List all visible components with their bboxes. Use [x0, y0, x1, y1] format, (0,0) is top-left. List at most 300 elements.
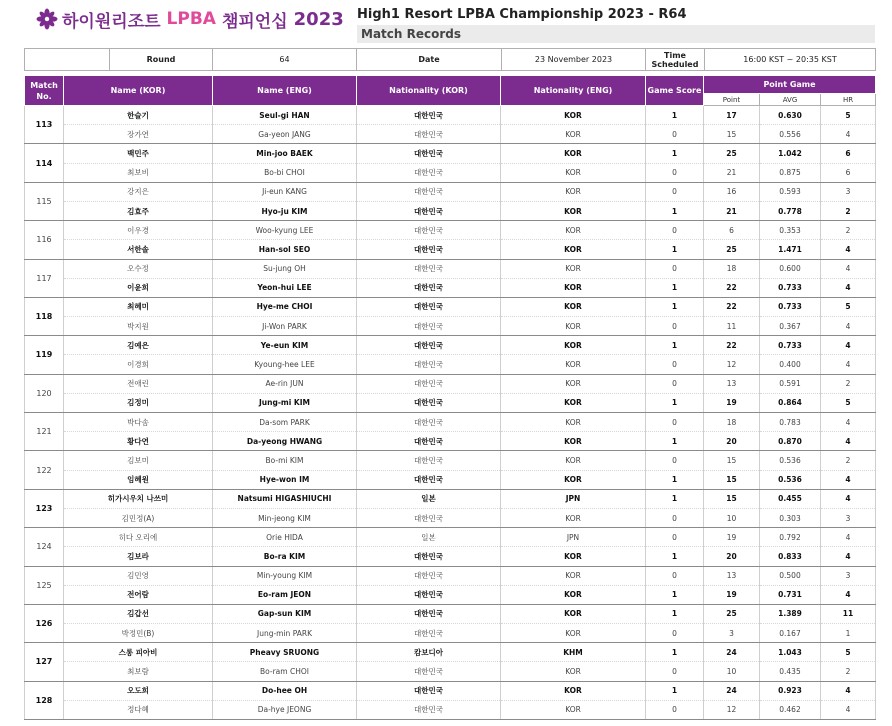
player-nationality-kor: 대한민국 [357, 317, 501, 336]
player-name-eng: Natsumi HIGASHIUCHI [213, 489, 357, 508]
player-point: 13 [704, 566, 760, 585]
player-name-eng: Da-som PARK [213, 413, 357, 432]
player-nationality-eng: KOR [501, 432, 646, 451]
player-name-eng: Ji-Won PARK [213, 317, 357, 336]
player-high-run: 4 [821, 489, 876, 508]
player-nationality-eng: KOR [501, 317, 646, 336]
table-row [25, 624, 876, 643]
player-average: 0.923 [760, 681, 821, 700]
player-game-score: 1 [646, 470, 704, 489]
player-nationality-eng: KOR [501, 125, 646, 144]
player-name-eng: Da-hye JEONG [213, 700, 357, 719]
player-high-run: 3 [821, 508, 876, 527]
player-nationality-kor: 캄보디아 [357, 643, 501, 662]
table-row [25, 470, 876, 489]
player-name-kor: 최보비 [64, 163, 213, 182]
player-nationality-eng: KOR [501, 336, 646, 355]
player-nationality-kor: 대한민국 [357, 470, 501, 489]
player-high-run: 4 [821, 413, 876, 432]
player-average: 0.591 [760, 374, 821, 393]
table-row [25, 528, 876, 547]
table-row [25, 317, 876, 336]
player-nationality-kor: 대한민국 [357, 547, 501, 566]
player-nationality-kor: 대한민국 [357, 413, 501, 432]
player-nationality-eng: KOR [501, 585, 646, 604]
col-header-hr: HR [821, 94, 876, 106]
player-name-kor: 임혜원 [64, 470, 213, 489]
player-point: 12 [704, 355, 760, 374]
player-average: 0.870 [760, 432, 821, 451]
player-game-score: 0 [646, 355, 704, 374]
player-nationality-eng: KOR [501, 662, 646, 681]
player-nationality-eng: KOR [501, 393, 646, 412]
table-row [25, 413, 876, 432]
player-name-eng: Hyo-ju KIM [213, 201, 357, 220]
player-game-score: 0 [646, 374, 704, 393]
player-average: 0.435 [760, 662, 821, 681]
player-high-run: 2 [821, 451, 876, 470]
player-point: 20 [704, 547, 760, 566]
player-name-kor: 히가시우치 나쓰미 [64, 489, 213, 508]
table-row [25, 585, 876, 604]
player-nationality-kor: 대한민국 [357, 278, 501, 297]
player-game-score: 1 [646, 240, 704, 259]
player-game-score: 1 [646, 604, 704, 623]
player-game-score: 1 [646, 144, 704, 163]
table-row [25, 604, 876, 623]
player-game-score: 1 [646, 297, 704, 316]
match-number: 125 [25, 566, 64, 604]
player-name-kor: 김민정(A) [64, 508, 213, 527]
player-average: 0.367 [760, 317, 821, 336]
table-row [25, 125, 876, 144]
player-high-run: 4 [821, 336, 876, 355]
page-title: High1 Resort LPBA Championship 2023 - R64 [357, 7, 687, 22]
match-number: 124 [25, 528, 64, 566]
player-point: 25 [704, 240, 760, 259]
player-high-run: 4 [821, 125, 876, 144]
player-nationality-kor: 대한민국 [357, 432, 501, 451]
player-game-score: 0 [646, 125, 704, 144]
player-point: 18 [704, 259, 760, 278]
player-nationality-eng: KOR [501, 240, 646, 259]
player-average: 0.400 [760, 355, 821, 374]
player-name-kor: 황다연 [64, 432, 213, 451]
player-nationality-kor: 대한민국 [357, 662, 501, 681]
player-nationality-kor: 대한민국 [357, 681, 501, 700]
player-name-eng: Orie HIDA [213, 528, 357, 547]
date-label: Date [357, 49, 502, 71]
player-average: 0.778 [760, 201, 821, 220]
player-nationality-eng: KOR [501, 259, 646, 278]
player-game-score: 1 [646, 393, 704, 412]
player-game-score: 1 [646, 547, 704, 566]
player-high-run: 11 [821, 604, 876, 623]
player-point: 19 [704, 393, 760, 412]
player-name-kor: 히다 오리에 [64, 528, 213, 547]
player-average: 0.875 [760, 163, 821, 182]
player-average: 0.536 [760, 451, 821, 470]
player-nationality-kor: 대한민국 [357, 566, 501, 585]
player-average: 0.783 [760, 413, 821, 432]
player-nationality-kor: 대한민국 [357, 374, 501, 393]
match-records-body [25, 106, 876, 720]
player-nationality-kor: 대한민국 [357, 163, 501, 182]
player-game-score: 0 [646, 259, 704, 278]
player-name-kor: 전애린 [64, 374, 213, 393]
player-high-run: 6 [821, 144, 876, 163]
table-row [25, 432, 876, 451]
player-point: 13 [704, 374, 760, 393]
player-high-run: 3 [821, 182, 876, 201]
player-point: 17 [704, 106, 760, 125]
player-point: 15 [704, 470, 760, 489]
player-high-run: 4 [821, 278, 876, 297]
player-high-run: 4 [821, 470, 876, 489]
player-point: 19 [704, 585, 760, 604]
player-name-kor: 서한솔 [64, 240, 213, 259]
player-name-eng: Ae-rin JUN [213, 374, 357, 393]
player-name-eng: Hye-won IM [213, 470, 357, 489]
player-nationality-kor: 대한민국 [357, 221, 501, 240]
player-average: 0.600 [760, 259, 821, 278]
player-game-score: 0 [646, 221, 704, 240]
player-name-kor: 김보라 [64, 547, 213, 566]
player-nationality-kor: 대한민국 [357, 297, 501, 316]
table-row [25, 163, 876, 182]
player-point: 16 [704, 182, 760, 201]
player-point: 10 [704, 508, 760, 527]
player-nationality-eng: KOR [501, 470, 646, 489]
table-row [25, 374, 876, 393]
table-row [25, 240, 876, 259]
player-point: 21 [704, 163, 760, 182]
round-info-table [24, 48, 876, 71]
player-nationality-eng: JPN [501, 528, 646, 547]
player-game-score: 0 [646, 508, 704, 527]
event-logo [36, 6, 344, 32]
player-name-kor: 김정미 [64, 393, 213, 412]
player-nationality-kor: 대한민국 [357, 451, 501, 470]
info-blank-cell [25, 49, 110, 71]
player-point: 25 [704, 144, 760, 163]
player-name-kor: 김갑선 [64, 604, 213, 623]
player-high-run: 4 [821, 528, 876, 547]
player-name-kor: 한슬기 [64, 106, 213, 125]
match-number: 119 [25, 336, 64, 374]
player-name-kor: 전어람 [64, 585, 213, 604]
table-row [25, 144, 876, 163]
player-name-eng: Min-joo BAEK [213, 144, 357, 163]
table-row [25, 259, 876, 278]
match-number: 118 [25, 297, 64, 335]
player-name-kor: 이우경 [64, 221, 213, 240]
col-header-avg: AVG [760, 94, 821, 106]
player-high-run: 2 [821, 201, 876, 220]
match-number: 120 [25, 374, 64, 412]
player-nationality-kor: 대한민국 [357, 624, 501, 643]
player-point: 20 [704, 432, 760, 451]
player-high-run: 4 [821, 240, 876, 259]
player-name-kor: 박지원 [64, 317, 213, 336]
player-game-score: 0 [646, 624, 704, 643]
player-name-kor: 장가연 [64, 125, 213, 144]
player-high-run: 2 [821, 662, 876, 681]
player-nationality-eng: KOR [501, 355, 646, 374]
match-number: 123 [25, 489, 64, 527]
time-label: Time Scheduled [646, 49, 705, 71]
player-name-eng: Han-sol SEO [213, 240, 357, 259]
player-name-eng: Ye-eun KIM [213, 336, 357, 355]
player-nationality-kor: 일본 [357, 528, 501, 547]
player-point: 3 [704, 624, 760, 643]
player-average: 0.630 [760, 106, 821, 125]
player-name-kor: 김효주 [64, 201, 213, 220]
player-game-score: 1 [646, 336, 704, 355]
player-average: 0.536 [760, 470, 821, 489]
player-name-eng: Bo-ram CHOI [213, 662, 357, 681]
player-name-eng: Min-young KIM [213, 566, 357, 585]
player-nationality-eng: JPN [501, 489, 646, 508]
player-name-kor: 최보람 [64, 662, 213, 681]
player-point: 6 [704, 221, 760, 240]
player-name-eng: Ga-yeon JANG [213, 125, 357, 144]
player-game-score: 1 [646, 643, 704, 662]
player-nationality-kor: 대한민국 [357, 355, 501, 374]
match-number: 128 [25, 681, 64, 719]
table-row [25, 297, 876, 316]
player-game-score: 0 [646, 700, 704, 719]
player-name-eng: Ji-eun KANG [213, 182, 357, 201]
player-average: 0.462 [760, 700, 821, 719]
player-point: 18 [704, 413, 760, 432]
player-nationality-eng: KOR [501, 278, 646, 297]
player-nationality-eng: KOR [501, 508, 646, 527]
table-row [25, 489, 876, 508]
player-point: 22 [704, 297, 760, 316]
player-nationality-kor: 대한민국 [357, 182, 501, 201]
match-number: 121 [25, 413, 64, 451]
player-average: 0.733 [760, 297, 821, 316]
player-nationality-eng: KOR [501, 451, 646, 470]
player-name-kor: 김민영 [64, 566, 213, 585]
round-value: 64 [213, 49, 357, 71]
player-name-eng: Pheavy SRUONG [213, 643, 357, 662]
player-name-kor: 박다솜 [64, 413, 213, 432]
player-nationality-eng: KOR [501, 413, 646, 432]
logo-text-sponsor: 하이원리조트 [62, 11, 161, 32]
player-high-run: 4 [821, 585, 876, 604]
player-nationality-eng: KHM [501, 643, 646, 662]
player-point: 10 [704, 662, 760, 681]
player-high-run: 4 [821, 317, 876, 336]
player-average: 0.593 [760, 182, 821, 201]
player-nationality-eng: KOR [501, 106, 646, 125]
player-average: 0.731 [760, 585, 821, 604]
player-name-eng: Gap-sun KIM [213, 604, 357, 623]
table-row [25, 643, 876, 662]
match-number: 117 [25, 259, 64, 297]
player-name-kor: 강지은 [64, 182, 213, 201]
player-game-score: 0 [646, 182, 704, 201]
player-average: 1.389 [760, 604, 821, 623]
player-point: 21 [704, 201, 760, 220]
player-nationality-kor: 대한민국 [357, 700, 501, 719]
player-nationality-kor: 대한민국 [357, 585, 501, 604]
player-name-kor: 이윤희 [64, 278, 213, 297]
player-point: 15 [704, 489, 760, 508]
match-number: 126 [25, 604, 64, 642]
player-game-score: 0 [646, 566, 704, 585]
table-row [25, 681, 876, 700]
table-row [25, 106, 876, 125]
player-high-run: 1 [821, 624, 876, 643]
player-average: 0.833 [760, 547, 821, 566]
flower-logo-icon [36, 8, 58, 30]
player-name-kor: 김보미 [64, 451, 213, 470]
player-high-run: 3 [821, 566, 876, 585]
player-point: 11 [704, 317, 760, 336]
player-nationality-kor: 대한민국 [357, 125, 501, 144]
player-high-run: 4 [821, 432, 876, 451]
player-point: 15 [704, 451, 760, 470]
player-nationality-eng: KOR [501, 297, 646, 316]
player-name-eng: Bo-mi KIM [213, 451, 357, 470]
player-name-kor: 스롱 피아비 [64, 643, 213, 662]
player-game-score: 0 [646, 317, 704, 336]
player-nationality-kor: 대한민국 [357, 604, 501, 623]
player-average: 0.353 [760, 221, 821, 240]
player-nationality-kor: 대한민국 [357, 240, 501, 259]
table-row [25, 355, 876, 374]
player-average: 1.471 [760, 240, 821, 259]
player-point: 24 [704, 681, 760, 700]
match-number: 127 [25, 643, 64, 681]
player-nationality-kor: 대한민국 [357, 144, 501, 163]
player-average: 0.303 [760, 508, 821, 527]
player-average: 0.455 [760, 489, 821, 508]
player-high-run: 4 [821, 547, 876, 566]
player-name-eng: Hye-me CHOI [213, 297, 357, 316]
player-name-kor: 정다혜 [64, 700, 213, 719]
col-header-name-eng: Name (ENG) [213, 76, 357, 106]
match-number: 122 [25, 451, 64, 489]
table-row [25, 451, 876, 470]
player-nationality-eng: KOR [501, 566, 646, 585]
player-nationality-eng: KOR [501, 374, 646, 393]
player-average: 1.042 [760, 144, 821, 163]
match-number: 114 [25, 144, 64, 182]
player-name-eng: Woo-kyung LEE [213, 221, 357, 240]
time-value: 16:00 KST ~ 20:35 KST [705, 49, 876, 71]
player-nationality-eng: KOR [501, 700, 646, 719]
logo-text-championship: 챔피언십 [221, 11, 288, 32]
match-number: 116 [25, 221, 64, 259]
table-row [25, 508, 876, 527]
player-game-score: 1 [646, 489, 704, 508]
player-name-kor: 최혜미 [64, 297, 213, 316]
col-header-match-no: Match No. [25, 76, 64, 106]
player-name-eng: Da-yeong HWANG [213, 432, 357, 451]
player-nationality-eng: KOR [501, 144, 646, 163]
logo-text-lpba: LPBA [166, 9, 216, 29]
round-label: Round [110, 49, 213, 71]
table-row [25, 566, 876, 585]
player-game-score: 1 [646, 278, 704, 297]
match-number: 115 [25, 182, 64, 220]
player-point: 25 [704, 604, 760, 623]
player-point: 24 [704, 643, 760, 662]
player-high-run: 2 [821, 374, 876, 393]
player-nationality-eng: KOR [501, 681, 646, 700]
player-average: 0.864 [760, 393, 821, 412]
player-average: 0.167 [760, 624, 821, 643]
player-average: 0.500 [760, 566, 821, 585]
col-header-point-game: Point Game [704, 76, 876, 94]
table-row [25, 201, 876, 220]
player-nationality-eng: KOR [501, 547, 646, 566]
player-high-run: 4 [821, 681, 876, 700]
match-number: 113 [25, 106, 64, 144]
player-point: 22 [704, 336, 760, 355]
player-name-eng: Seul-gi HAN [213, 106, 357, 125]
player-game-score: 1 [646, 201, 704, 220]
player-game-score: 0 [646, 413, 704, 432]
player-name-kor: 김예은 [64, 336, 213, 355]
table-row [25, 182, 876, 201]
player-name-eng: Su-jung OH [213, 259, 357, 278]
player-name-eng: Jung-min PARK [213, 624, 357, 643]
player-name-kor: 오수정 [64, 259, 213, 278]
player-nationality-kor: 대한민국 [357, 201, 501, 220]
player-nationality-eng: KOR [501, 604, 646, 623]
col-header-nat-eng: Nationality (ENG) [501, 76, 646, 106]
player-average: 0.792 [760, 528, 821, 547]
player-game-score: 0 [646, 451, 704, 470]
player-game-score: 0 [646, 662, 704, 681]
player-high-run: 5 [821, 393, 876, 412]
player-high-run: 6 [821, 163, 876, 182]
player-game-score: 0 [646, 163, 704, 182]
player-high-run: 2 [821, 221, 876, 240]
player-game-score: 1 [646, 585, 704, 604]
player-name-eng: Kyoung-hee LEE [213, 355, 357, 374]
match-records-table [24, 75, 876, 720]
player-name-kor: 박정민(B) [64, 624, 213, 643]
player-name-kor: 이경희 [64, 355, 213, 374]
table-row [25, 278, 876, 297]
player-high-run: 4 [821, 700, 876, 719]
player-average: 0.733 [760, 278, 821, 297]
player-high-run: 5 [821, 643, 876, 662]
player-nationality-kor: 대한민국 [357, 393, 501, 412]
player-point: 19 [704, 528, 760, 547]
player-nationality-eng: KOR [501, 624, 646, 643]
table-row [25, 393, 876, 412]
player-average: 0.556 [760, 125, 821, 144]
player-point: 15 [704, 125, 760, 144]
player-name-eng: Do-hee OH [213, 681, 357, 700]
table-row [25, 336, 876, 355]
col-header-game-score: Game Score [646, 76, 704, 106]
player-high-run: 5 [821, 106, 876, 125]
player-nationality-eng: KOR [501, 201, 646, 220]
player-average: 1.043 [760, 643, 821, 662]
player-name-kor: 백민주 [64, 144, 213, 163]
page-header [0, 0, 892, 46]
date-value: 23 November 2023 [502, 49, 646, 71]
col-header-point: Point [704, 94, 760, 106]
